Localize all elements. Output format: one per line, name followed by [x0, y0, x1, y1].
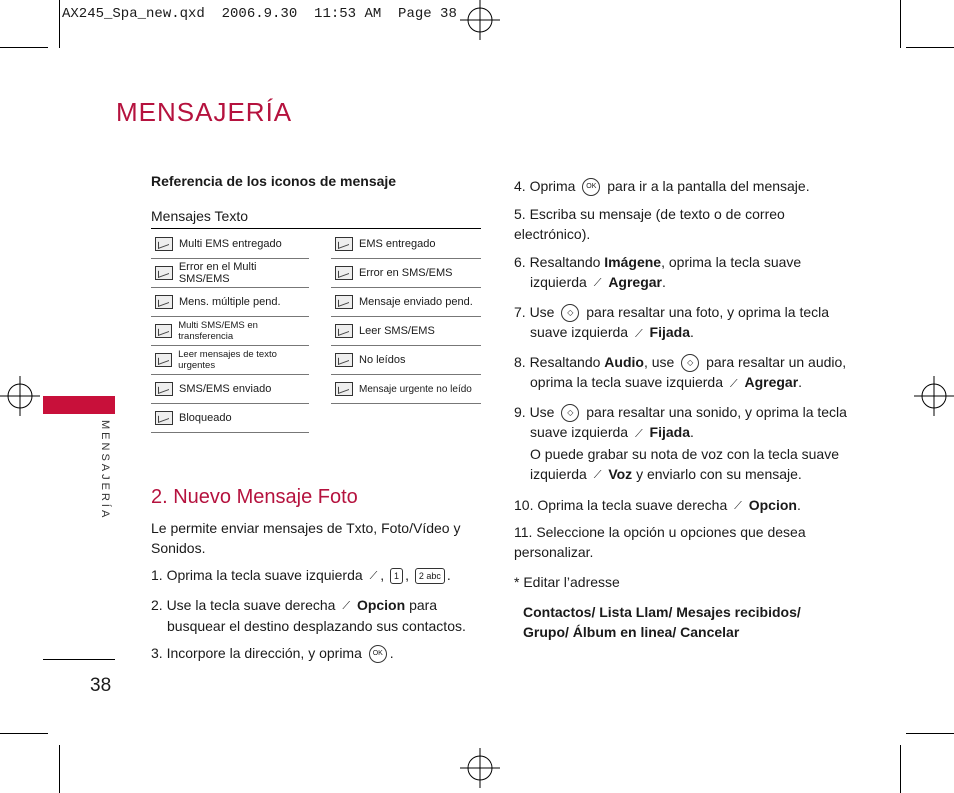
- registration-mark-left: [0, 376, 40, 416]
- page-title: MENSAJERÍA: [116, 97, 293, 127]
- page-number-rule: [43, 659, 115, 660]
- table-top-rule: [151, 228, 481, 229]
- left-softkey-icon: ⟋: [634, 327, 643, 340]
- softkey-label: Agregar: [608, 274, 662, 290]
- step-8: [514, 352, 847, 394]
- softkey-label: Voz: [608, 465, 633, 482]
- ems-delivered-icon: [335, 237, 353, 251]
- options-line-2: Grupo/ Álbum en linea/ Cancelar: [523, 624, 740, 640]
- step-6: [514, 252, 844, 293]
- navigation-key-icon: ◇: [561, 304, 579, 322]
- step-9: [514, 402, 854, 485]
- step-text: 7. Use: [514, 304, 555, 320]
- icon-label: Error en SMS/EMS: [359, 267, 453, 279]
- side-label: MENSAJERÍA: [99, 420, 111, 521]
- icon-row: [151, 230, 309, 259]
- step-text: para ir a la pantalla del mensaje.: [607, 178, 810, 194]
- step-text: 9. Use: [514, 404, 555, 420]
- sent-icon: [155, 382, 173, 396]
- icon-row: [151, 375, 309, 404]
- step-11: 11. Seleccione la opción u opciones que desea personalizar.: [514, 524, 806, 560]
- section-tab: [43, 396, 115, 414]
- softkey-label: Agregar: [744, 374, 799, 391]
- read-icon: [335, 324, 353, 338]
- step-2: [151, 595, 471, 636]
- step-text: 6. Resaltando: [514, 254, 601, 270]
- separator: .: [798, 374, 803, 391]
- left-softkey-icon: ⟋: [593, 277, 602, 290]
- icon-row: [331, 375, 481, 404]
- icons-subheading: Mensajes Texto: [151, 208, 249, 224]
- softkey-label: Fijada: [649, 424, 691, 441]
- step-text: suave izquierda: [530, 324, 629, 341]
- unread-icon: [335, 353, 353, 367]
- softkey-label: Opcion: [356, 597, 406, 613]
- step-3: [151, 643, 394, 663]
- step-text: para resaltar un audio,: [706, 354, 847, 370]
- left-softkey-icon: ⟋: [729, 377, 738, 390]
- step-7: [514, 302, 844, 344]
- crop-mark: [906, 47, 954, 48]
- separator: .: [446, 567, 451, 583]
- icons-heading: Referencia de los iconos de mensaje: [151, 173, 397, 189]
- step-text: , use: [643, 354, 675, 370]
- section-intro: Le permite enviar mensajes de Txto, Foto/Vídeo y Sonidos.: [151, 520, 461, 556]
- step-10: [514, 495, 801, 516]
- bold-term: Imágene: [604, 254, 662, 270]
- step-text: suave izquierda: [530, 424, 629, 441]
- left-softkey-icon: ⟋: [593, 468, 602, 481]
- step-text: O puede grabar su nota de voz con la tecla suave: [530, 445, 839, 462]
- step-5: 5. Escriba su mensaje (de texto o de correo electrónico).: [514, 206, 785, 242]
- crop-mark: [0, 733, 48, 734]
- step-1: [151, 565, 451, 586]
- multi-transfer-icon: [155, 324, 172, 338]
- icon-label: No leídos: [359, 354, 406, 366]
- icon-row: [151, 288, 309, 317]
- icon-label: Mensaje enviado pend.: [359, 296, 473, 308]
- step-text: para resaltar una sonido, y oprima la tecla: [586, 404, 847, 420]
- crop-mark: [900, 745, 901, 793]
- registration-mark-bottom: [460, 748, 500, 788]
- step-text: busquear el destino desplazando sus contactos.: [167, 618, 466, 635]
- separator: .: [690, 324, 694, 341]
- icon-row: [151, 404, 309, 433]
- step-text: 1. Oprima la tecla suave izquierda: [151, 567, 363, 583]
- icon-label: SMS/EMS enviado: [179, 383, 272, 395]
- key-2-icon: 2 abc: [415, 568, 445, 584]
- crop-mark: [59, 745, 60, 793]
- navigation-key-icon: ◇: [681, 354, 699, 372]
- bold-term: Audio: [604, 354, 644, 370]
- icon-row: [331, 230, 481, 259]
- left-softkey-icon: ⟋: [634, 427, 643, 440]
- separator: .: [690, 424, 694, 441]
- step-text: oprima la tecla suave izquierda: [530, 374, 723, 391]
- multi-error-icon: [155, 266, 173, 280]
- step-text: y enviarlo con su mensaje.: [636, 465, 802, 482]
- left-softkey-icon: ⟋: [369, 570, 378, 583]
- ok-key-icon: OK: [582, 178, 600, 196]
- step-4: [514, 176, 810, 196]
- print-header: AX245_Spa_new.qxd 2006.9.30 11:53 AM Page 38: [62, 6, 457, 22]
- urgent-unread-icon: [335, 382, 353, 396]
- pending-sent-icon: [335, 295, 353, 309]
- step-text: 4. Oprima: [514, 178, 576, 194]
- crop-mark: [0, 47, 48, 48]
- icon-label: Multi SMS/EMS en transferencia: [178, 320, 258, 342]
- softkey-label: Fijada: [649, 324, 691, 341]
- icon-row: [151, 259, 309, 288]
- icon-label: Mensaje urgente no leído: [359, 383, 472, 395]
- options-line-1: Contactos/ Lista Llam/ Mesajes recibidos/: [523, 604, 801, 620]
- multi-ems-delivered-icon: [155, 237, 173, 251]
- icon-row: [331, 288, 481, 317]
- icon-row: [151, 346, 309, 375]
- note: * Editar l’adresse: [514, 574, 620, 590]
- section-title: 2. Nuevo Mensaje Foto: [151, 486, 358, 508]
- step-text: 8. Resaltando: [514, 354, 601, 370]
- crop-mark: [900, 0, 901, 48]
- step-text: izquierda: [530, 274, 587, 290]
- separator: ,: [380, 567, 385, 583]
- crop-mark: [59, 0, 60, 48]
- locked-icon: [155, 411, 173, 425]
- icon-row: [331, 317, 481, 346]
- step-text: izquierda: [530, 465, 587, 482]
- ok-key-icon: OK: [369, 645, 387, 663]
- page-number: 38: [90, 675, 112, 696]
- separator: ,: [405, 567, 409, 583]
- icon-row: [331, 259, 481, 288]
- navigation-key-icon: ◇: [561, 404, 579, 422]
- registration-mark-right: [914, 376, 954, 416]
- separator: .: [796, 497, 801, 513]
- step-text: 10. Oprima la tecla suave derecha: [514, 497, 728, 513]
- step-text: 2. Use la tecla suave derecha: [151, 597, 336, 613]
- key-1-icon: 1: [390, 568, 403, 584]
- right-softkey-icon: ⟋: [734, 500, 742, 513]
- icon-row: [151, 317, 309, 346]
- crop-mark: [906, 733, 954, 734]
- step-text: para resaltar una foto, y oprima la tecla: [586, 304, 830, 320]
- icon-label: Multi EMS entregado: [179, 238, 282, 250]
- icon-label: Error en el Multi SMS/EMS: [178, 261, 257, 285]
- icon-label: Leer SMS/EMS: [359, 325, 435, 337]
- icon-label: Bloqueado: [179, 412, 232, 424]
- right-softkey-icon: ⟋: [342, 600, 351, 613]
- separator: .: [662, 274, 666, 290]
- registration-mark-top: [460, 0, 500, 40]
- step-text: , oprima la tecla suave: [661, 254, 802, 270]
- step-text: 3. Incorpore la dirección, y oprima: [151, 645, 362, 661]
- icon-label: EMS entregado: [359, 238, 436, 250]
- error-icon: [335, 266, 353, 280]
- icon-label: Leer mensajes de texto urgentes: [178, 349, 277, 371]
- icon-label: Mens. múltiple pend.: [179, 296, 281, 308]
- softkey-label: Opcion: [748, 497, 797, 513]
- urgent-read-icon: [155, 353, 172, 367]
- icon-row: [331, 346, 481, 375]
- multi-pending-icon: [155, 295, 173, 309]
- step-text: para: [409, 597, 438, 613]
- separator: .: [389, 645, 394, 661]
